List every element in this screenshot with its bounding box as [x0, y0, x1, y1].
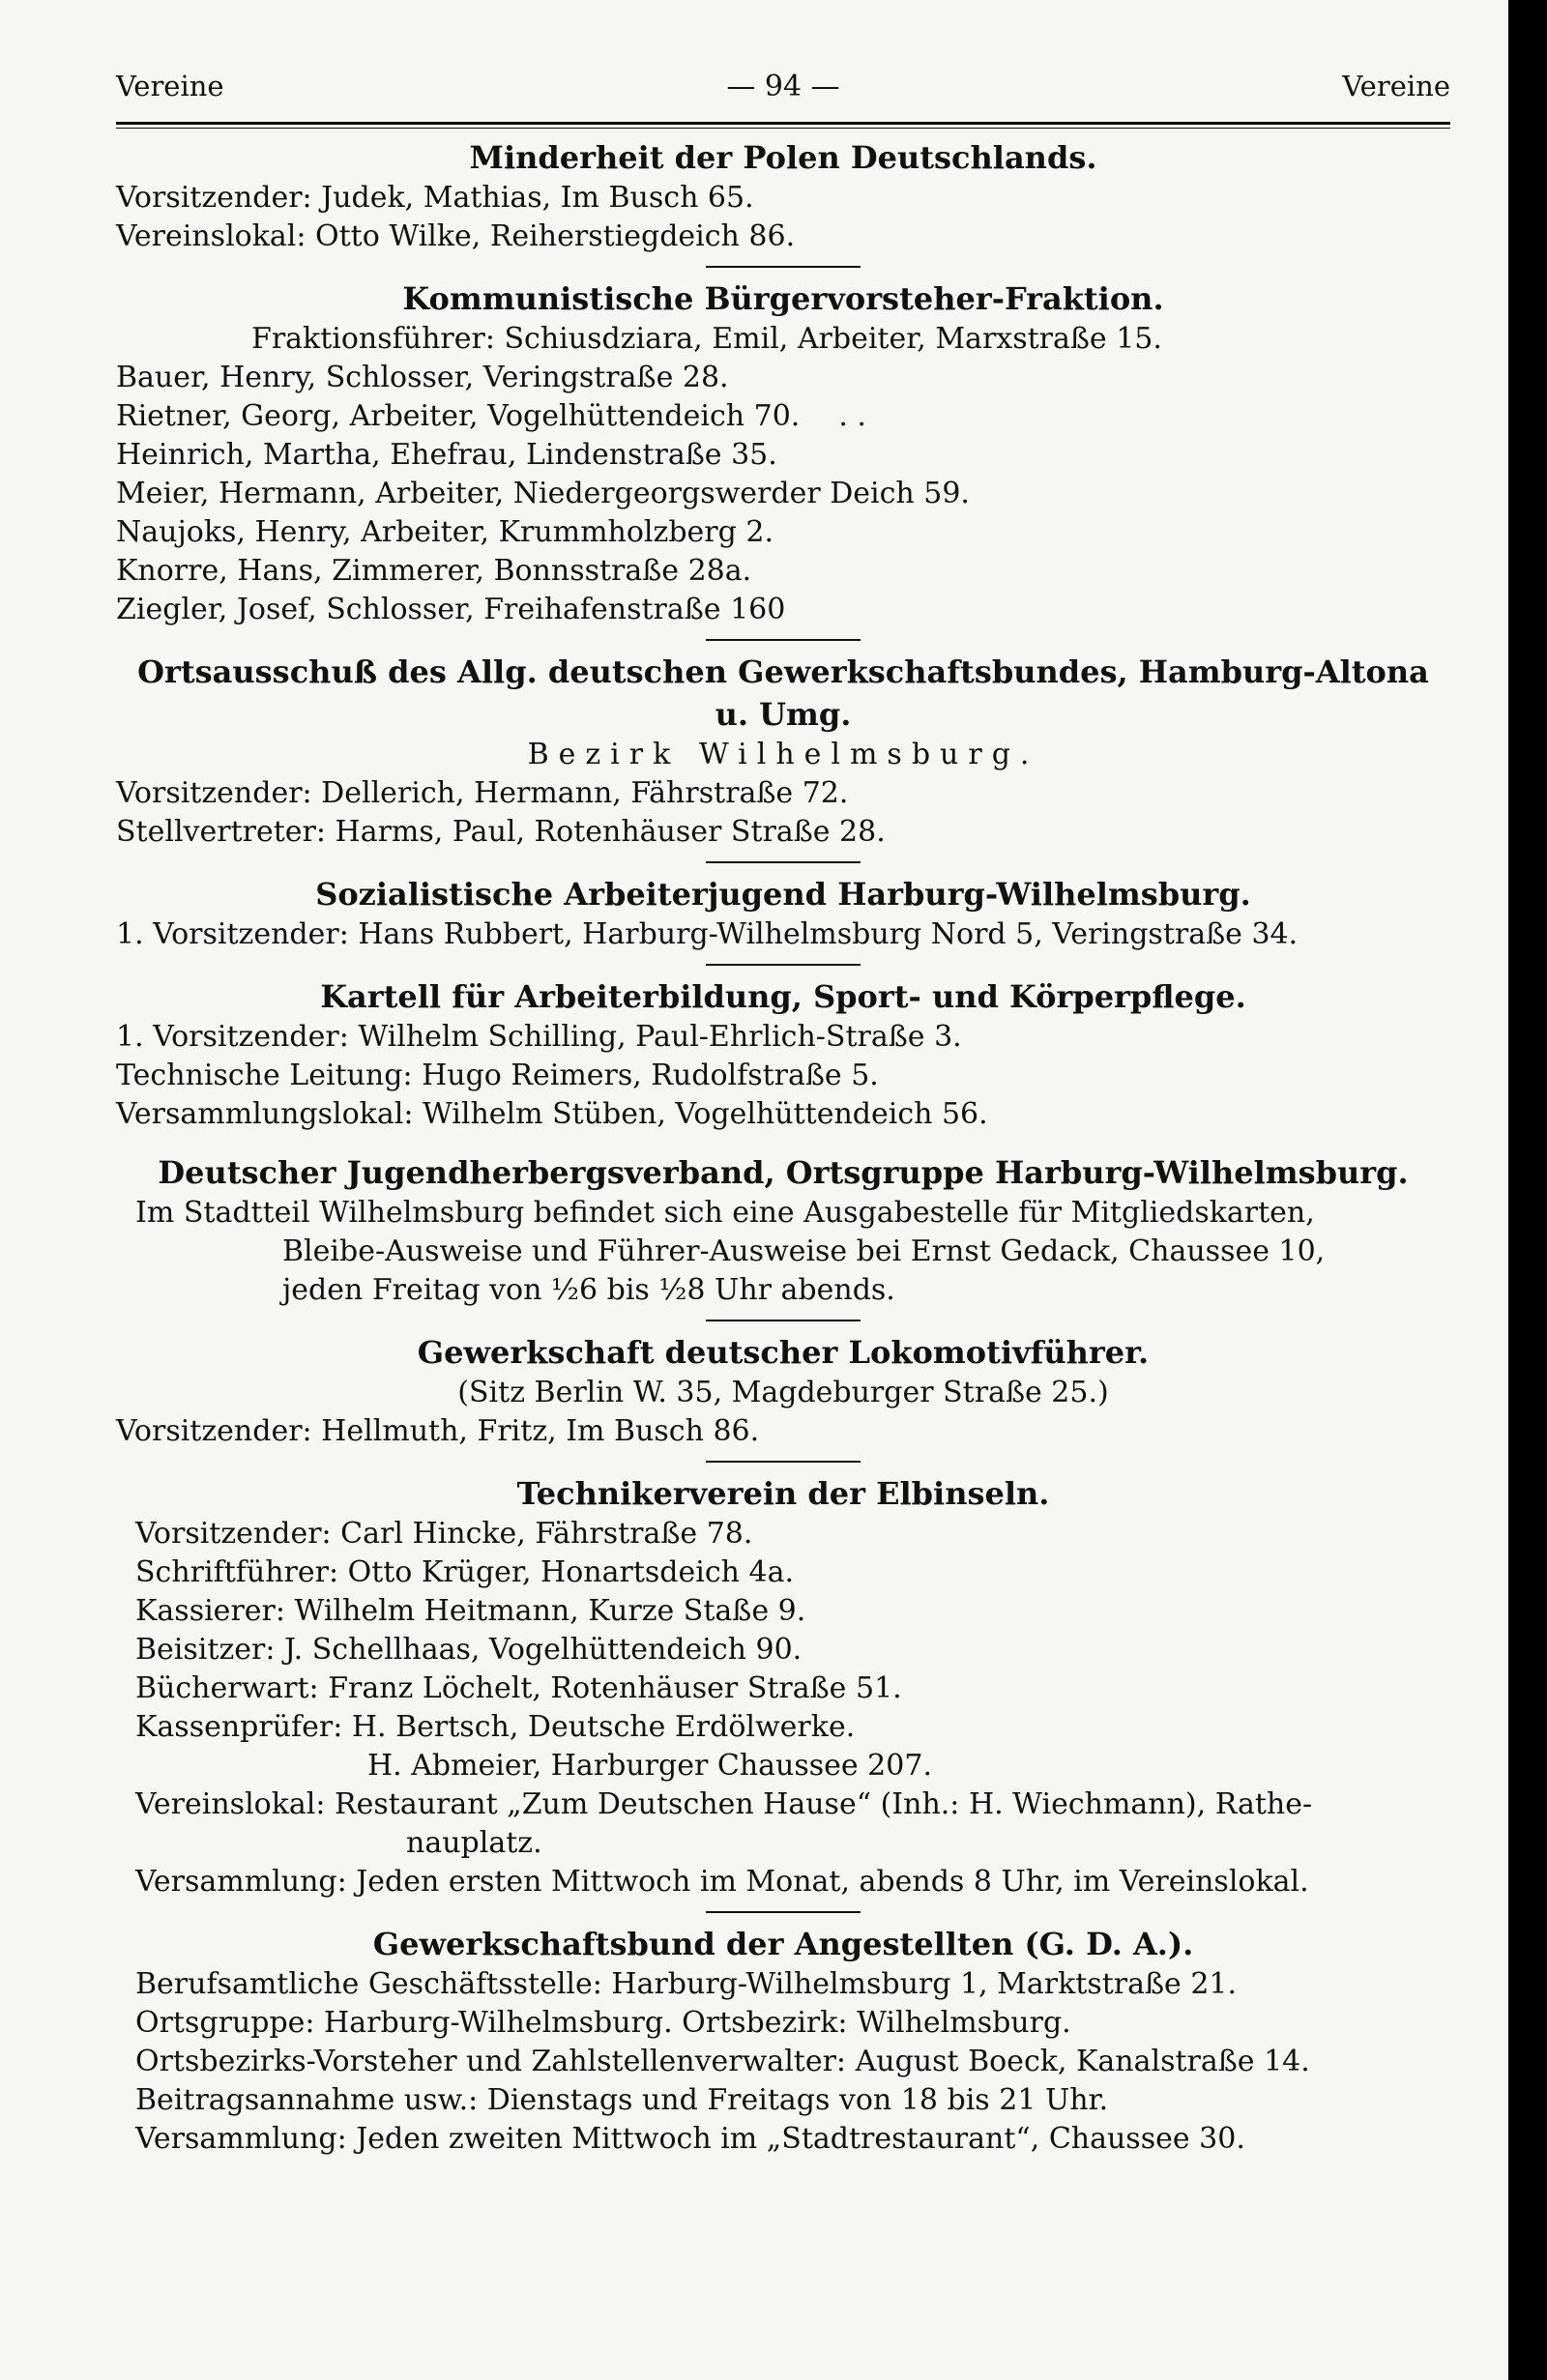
entry-line: Berufsamtliche Geschäftsstelle: Harburg-Wilhelmsburg 1, Marktstraße 21.: [135, 1967, 1238, 2001]
entry-line: Vorsitzender: Hellmuth, Fritz, Im Busch 86.: [116, 1414, 760, 1448]
section-divider: [706, 266, 861, 268]
entry-line: Vereinslokal: Restaurant „Zum Deutschen Hause“ (Inh.: H. Wiechmann), Rathe-: [135, 1787, 1313, 1821]
section-title: Kommunistische Bürgervorsteher-Fraktion.: [402, 280, 1164, 317]
entry-line: Stellvertreter: Harms, Paul, Rotenhäuser Straße 28.: [116, 815, 886, 849]
entry-line: Schriftführer: Otto Krüger, Honartsdeich 4a.: [135, 1555, 794, 1589]
entry-line: Versammlungslokal: Wilhelm Stüben, Vogelhüttendeich 56.: [116, 1097, 988, 1131]
entry-line: nauplatz.: [406, 1826, 542, 1860]
section-title: Ortsausschuß des Allg. deutschen Gewerkschaftsbundes, Hamburg-Altona u. Umg.: [137, 653, 1429, 733]
entry-line: Meier, Hermann, Arbeiter, Niedergeorgswerder Deich 59.: [116, 477, 970, 510]
section-kommunisten: [116, 277, 1450, 629]
section-title: Kartell für Arbeiterbildung, Sport- und Körperpflege.: [320, 978, 1246, 1015]
entry-line: Vereinslokal: Otto Wilke, Reiherstiegdeich 86.: [116, 219, 796, 253]
header-right: Vereine: [1342, 70, 1450, 102]
entry-line: Knorre, Hans, Zimmerer, Bonnsstraße 28a.: [116, 554, 752, 588]
entry-line: Kassierer: Wilhelm Heitmann, Kurze Staße 9.: [135, 1594, 806, 1628]
entry-line: Naujoks, Henry, Arbeiter, Krummholzberg 2.: [116, 515, 774, 549]
section-polen: [116, 136, 1450, 256]
section-divider: [706, 1320, 861, 1321]
entry-line: Beitragsannahme usw.: Dienstags und Freitags von 18 bis 21 Uhr.: [135, 2083, 1109, 2117]
page-header: [116, 70, 1450, 120]
entry-line: Rietner, Georg, Arbeiter, Vogelhüttendeich 70. . .: [116, 399, 866, 433]
entry-line: Ortsgruppe: Harburg-Wilhelmsburg. Ortsbezirk: Wilhelmsburg.: [135, 2006, 1071, 2040]
section-lokomotivfuehrer: [116, 1331, 1450, 1451]
entry-line: Ortsbezirks-Vorsteher und Zahlstellenverwalter: August Boeck, Kanalstraße 14.: [135, 2045, 1310, 2078]
entry-line: Fraktionsführer: Schiusdziara, Emil, Arbeiter, Marxstraße 15.: [251, 322, 1162, 356]
entry-line: Versammlung: Jeden ersten Mittwoch im Monat, abends 8 Uhr, im Vereinslokal.: [135, 1865, 1309, 1899]
entry-line: Vorsitzender: Dellerich, Hermann, Fährstraße 72.: [116, 776, 849, 810]
section-kartell: [116, 975, 1450, 1134]
section-technikerverein: [116, 1472, 1450, 1901]
section-divider: [706, 964, 861, 966]
section-divider: [706, 1461, 861, 1463]
section-subtitle: Bezirk Wilhelmsburg.: [527, 738, 1039, 771]
entry-line: Vorsitzender: Judek, Mathias, Im Busch 65.: [116, 181, 754, 215]
section-angestellte: [116, 1923, 1450, 2159]
header-rule: [116, 122, 1450, 129]
entry-line: H. Abmeier, Harburger Chaussee 207.: [367, 1749, 932, 1783]
section-arbeiterjugend: [116, 873, 1450, 954]
entry-line: Beisitzer: J. Schellhaas, Vogelhüttendeich 90.: [135, 1633, 803, 1667]
entry-line: Technische Leitung: Hugo Reimers, Rudolfstraße 5.: [116, 1059, 879, 1092]
entry-line: Bauer, Henry, Schlosser, Veringstraße 28.: [116, 361, 729, 394]
section-title: Gewerkschaftsbund der Angestellten (G. D. A.).: [372, 1926, 1194, 1962]
paragraph-line: Im Stadtteil Wilhelmsburg befindet sich eine Ausgabestelle für Mitgliedskarten,: [135, 1196, 1315, 1230]
section-divider: [706, 639, 861, 641]
entry-line: Ziegler, Josef, Schlosser, Freihafenstraße 160: [116, 593, 786, 626]
section-title: Minderheit der Polen Deutschlands.: [469, 139, 1097, 176]
section-title: Gewerkschaft deutscher Lokomotivführer.: [417, 1334, 1150, 1371]
paragraph-line: Bleibe-Ausweise und Führer-Ausweise bei Ernst Gedack, Chaussee 10,: [282, 1234, 1326, 1268]
section-title: Deutscher Jugendherbergsverband, Ortsgruppe Harburg-Wilhelmsburg.: [158, 1154, 1409, 1191]
entry-line: Vorsitzender: Carl Hincke, Fährstraße 78.: [135, 1517, 753, 1551]
section-divider: [706, 861, 861, 863]
entry-line: 1. Vorsitzender: Hans Rubbert, Harburg-Wilhelmsburg Nord 5, Veringstraße 34.: [116, 917, 1299, 951]
section-ortsausschuss: [116, 651, 1450, 852]
section-title: Sozialistische Arbeiterjugend Harburg-Wilhelmsburg.: [315, 876, 1251, 913]
page-number: — 94 —: [726, 70, 840, 103]
paragraph-line: jeden Freitag von ½6 bis ½8 Uhr abends.: [282, 1273, 895, 1307]
section-jugendherberge: [116, 1151, 1450, 1310]
entry-line: Bücherwart: Franz Löchelt, Rotenhäuser Straße 51.: [135, 1671, 902, 1705]
entry-line: 1. Vorsitzender: Wilhelm Schilling, Paul-Ehrlich-Straße 3.: [116, 1020, 962, 1054]
section-subtitle: (Sitz Berlin W. 35, Magdeburger Straße 25.): [457, 1376, 1109, 1409]
section-divider: [706, 1911, 861, 1913]
entry-line: Heinrich, Martha, Ehefrau, Lindenstraße 35.: [116, 438, 777, 472]
entry-line: Kassenprüfer: H. Bertsch, Deutsche Erdölwerke.: [135, 1710, 856, 1744]
entry-line: Versammlung: Jeden zweiten Mittwoch im „Stadtrestaurant“, Chaussee 30.: [135, 2122, 1245, 2156]
header-left: Vereine: [116, 70, 224, 102]
section-title: Technikerverein der Elbinseln.: [516, 1475, 1050, 1512]
